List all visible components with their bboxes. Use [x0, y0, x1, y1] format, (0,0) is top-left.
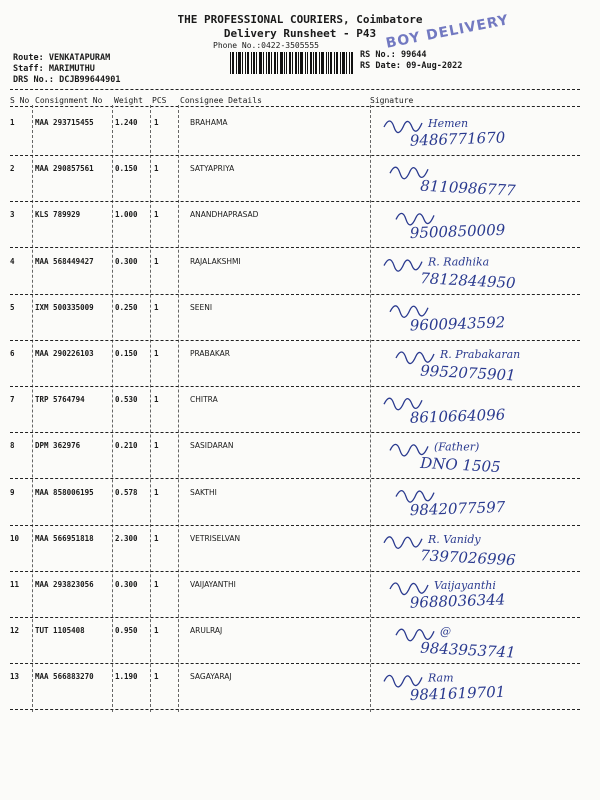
drs-value: DCJB99644901: [59, 75, 121, 85]
pcs-cell: 1: [154, 302, 159, 312]
signature-phone: 9952075901: [419, 361, 517, 385]
barcode-bar: [326, 52, 327, 74]
signature-entry: [396, 213, 506, 242]
barcode-bar: [321, 52, 324, 74]
barcode-bar: [259, 52, 262, 74]
route-value: VENKATAPURAM: [48, 53, 111, 63]
barcode-bar: [334, 52, 335, 74]
sno-cell: 7: [10, 395, 15, 405]
weight-cell: 0.300: [115, 580, 138, 589]
consignee-cell: SAGAYARAJ: [190, 672, 232, 682]
consignee-cell: RAJALAKSHMI: [190, 256, 241, 266]
signature-phone: 9842077597: [409, 497, 506, 520]
consignment-cell: IXM 500335009: [35, 302, 94, 312]
barcode-bar: [232, 52, 234, 74]
signature-entry: [396, 625, 516, 661]
pcs-cell: 1: [154, 118, 159, 127]
staff-value: MARIMUTHU: [48, 64, 95, 74]
consignment-cell: MAA 293823056: [35, 580, 94, 589]
pcs-cell: 1: [154, 164, 159, 174]
barcode-bar: [346, 52, 347, 74]
signature-name: R. Vanidy: [428, 532, 481, 546]
signature-entry: [390, 440, 501, 476]
barcode-bar: [277, 52, 278, 74]
barcode-bar: [340, 52, 341, 74]
barcode-bar: [292, 52, 293, 74]
barcode-bar: [336, 52, 338, 74]
barcode-bar: [263, 52, 264, 74]
consignment-cell: MAA 293715455: [35, 118, 94, 127]
consignment-cell: MAA 566883270: [35, 672, 94, 682]
consignment-cell: MAA 858006195: [35, 487, 94, 497]
consignee-cell: VETRISELVAN: [190, 533, 241, 543]
consignee-cell: BRAHAMA: [190, 118, 228, 127]
signature-name: R. Prabakaran: [440, 348, 521, 361]
weight-cell: 0.578: [115, 487, 138, 497]
barcode-bar: [284, 52, 285, 74]
pcs-cell: 1: [154, 349, 159, 358]
signature-name: Vaijayanthi: [434, 579, 496, 592]
weight-cell: 0.150: [115, 164, 138, 174]
signature-phone: 9688036344: [409, 590, 506, 612]
col-header-consignment: Consignment No: [35, 96, 103, 105]
signature-entry: [396, 491, 506, 520]
sno-cell: 1: [10, 118, 15, 127]
rs-date-label: RS Date:: [360, 61, 401, 71]
barcode-bar: [256, 52, 257, 74]
signature-scribble: [384, 537, 422, 549]
route-label: Route:: [13, 53, 44, 63]
signature-entry: [390, 167, 517, 199]
signature-phone: 9500850009: [409, 220, 506, 243]
barcode-bar: [310, 52, 312, 74]
consignee-cell: ANANDHAPRASAD: [190, 210, 259, 220]
weight-cell: 0.250: [115, 302, 138, 312]
sno-cell: 3: [10, 210, 15, 220]
phone-label: Phone No.:: [213, 41, 262, 50]
weight-cell: 0.950: [115, 626, 138, 636]
header-rule-top: [10, 89, 580, 90]
staff-label: Staff:: [13, 64, 44, 74]
weight-cell: 0.210: [115, 441, 138, 451]
weight-cell: 0.150: [115, 349, 138, 358]
signature-phone: 7397026996: [419, 546, 517, 570]
weight-cell: 1.240: [115, 118, 138, 127]
barcode-bar: [315, 52, 317, 74]
consignee-cell: SEENI: [190, 302, 213, 312]
sno-cell: 2: [10, 164, 15, 174]
pcs-cell: 1: [154, 395, 159, 405]
sno-cell: 12: [10, 626, 20, 636]
col-header-consignee: Consignee Details: [180, 96, 262, 105]
document-title: THE PROFESSIONAL COURIERS, Coimbatore: [177, 13, 423, 26]
col-header-weight: Weight: [114, 96, 143, 105]
consignment-cell: KLS 789929: [35, 210, 81, 220]
barcode-bar: [286, 52, 287, 74]
barcode-bar: [305, 52, 306, 74]
signature-phone: 7812844950: [419, 269, 517, 293]
barcode-bar: [280, 52, 283, 74]
weight-cell: 0.530: [115, 395, 138, 405]
signature-entry: [384, 533, 517, 569]
barcode-bar: [328, 52, 329, 74]
barcode-bar: [236, 52, 237, 74]
weight-cell: 1.000: [115, 210, 138, 220]
consignee-cell: VAIJAYANTHI: [190, 580, 236, 589]
consignee-cell: SASIDARAN: [190, 441, 234, 451]
sno-cell: 8: [10, 441, 15, 451]
signature-phone: 8610664096: [409, 405, 506, 427]
barcode-bar: [342, 52, 345, 74]
consignment-cell: MAA 290226103: [35, 349, 94, 358]
pcs-cell: 1: [154, 533, 159, 543]
col-header-signature: Signature: [370, 96, 414, 105]
barcode-bar: [271, 52, 272, 74]
barcode-bar: [330, 52, 332, 74]
signature-name: R. Radhika: [428, 255, 490, 269]
barcode-bar: [238, 52, 241, 74]
pcs-cell: 1: [154, 210, 159, 220]
phone-line: [213, 41, 319, 50]
signature-phone: 9841619701: [409, 682, 506, 705]
signature-entry: [390, 306, 506, 335]
signature-name: (Father): [434, 440, 480, 454]
signature-entry: [390, 579, 506, 612]
phone-value: 0422-3505555: [261, 41, 319, 50]
consignment-cell: MAA 290857561: [35, 164, 94, 174]
consignment-cell: MAA 566951818: [35, 533, 94, 543]
barcode-bar: [300, 52, 303, 74]
barcode-bar: [351, 52, 353, 74]
sno-cell: 9: [10, 487, 15, 497]
signature-entry: [384, 671, 506, 704]
barcode-bar: [230, 52, 231, 74]
consignee-cell: PRABAKAR: [190, 349, 230, 358]
barcode-bar: [251, 52, 252, 74]
weight-cell: 2.300: [115, 533, 138, 543]
rs-no-label: RS No.:: [360, 50, 396, 60]
drs-label: DRS No.:: [13, 75, 54, 85]
sno-cell: 13: [10, 672, 20, 682]
barcode-bar: [266, 52, 267, 74]
signature-name: Hemen: [428, 117, 469, 130]
signature-entry: [384, 256, 517, 292]
consignment-cell: TRP 5764794: [35, 395, 85, 405]
signature-phone: 8110986777: [419, 176, 517, 200]
barcode-bar: [307, 52, 308, 74]
col-header-pcs: PCS: [152, 96, 167, 105]
barcode-bar: [268, 52, 270, 74]
signature-name: @: [440, 625, 451, 639]
signature-entry: [396, 348, 520, 384]
barcode-bar: [349, 52, 350, 74]
rs-no-value: 99644: [400, 50, 427, 60]
barcode-bar: [247, 52, 249, 74]
footer-faint-line: [10, 760, 570, 768]
weight-cell: 1.190: [115, 672, 138, 682]
sno-cell: 5: [10, 302, 15, 312]
pcs-cell: 1: [154, 626, 159, 636]
barcode-bar: [319, 52, 320, 74]
pcs-cell: 1: [154, 441, 159, 451]
sno-cell: 6: [10, 349, 15, 358]
consignee-cell: SAKTHI: [190, 487, 217, 497]
route-info: [13, 53, 121, 86]
signature-entry: [384, 117, 506, 150]
signature-name: Ram: [428, 671, 454, 685]
pcs-cell: 1: [154, 256, 159, 266]
pcs-cell: 1: [154, 487, 159, 497]
document-subtitle: Delivery Runsheet - P43: [223, 27, 377, 40]
signature-scribble: [384, 260, 422, 272]
consignee-cell: CHITRA: [190, 395, 218, 405]
barcode-bar: [253, 52, 255, 74]
sno-cell: 11: [10, 580, 20, 589]
pcs-cell: 1: [154, 580, 159, 589]
barcode: [230, 52, 354, 74]
rs-info: [360, 50, 462, 72]
barcode-bar: [313, 52, 314, 74]
col-header-sno: S No: [10, 96, 30, 105]
weight-cell: 0.300: [115, 256, 138, 266]
consignment-cell: MAA 568449427: [35, 256, 94, 266]
pcs-cell: 1: [154, 672, 159, 682]
barcode-bar: [245, 52, 246, 74]
sno-cell: 10: [10, 533, 20, 543]
signature-phone: DNO 1505: [419, 453, 502, 477]
barcode-bar: [242, 52, 243, 74]
consignee-cell: ARULRAJ: [190, 626, 223, 636]
barcode-bar: [295, 52, 297, 74]
signature-phone: 9843953741: [419, 638, 517, 662]
signature-entry: [384, 398, 506, 427]
signature-phone: 9486771670: [409, 128, 506, 150]
signature-phone: 9600943592: [409, 313, 506, 335]
signature-column: [370, 105, 600, 725]
sno-cell: 4: [10, 256, 15, 266]
delivery-stamp: BOY DELIVERY: [384, 12, 511, 52]
consignee-cell: SATYAPRIYA: [190, 164, 235, 174]
barcode-bar: [289, 52, 291, 74]
barcode-bar: [298, 52, 299, 74]
barcode-bar: [274, 52, 276, 74]
consignment-cell: DPM 362976: [35, 441, 81, 451]
consignment-cell: TUT 1105408: [35, 626, 85, 636]
rs-date-value: 09-Aug-2022: [406, 61, 463, 71]
